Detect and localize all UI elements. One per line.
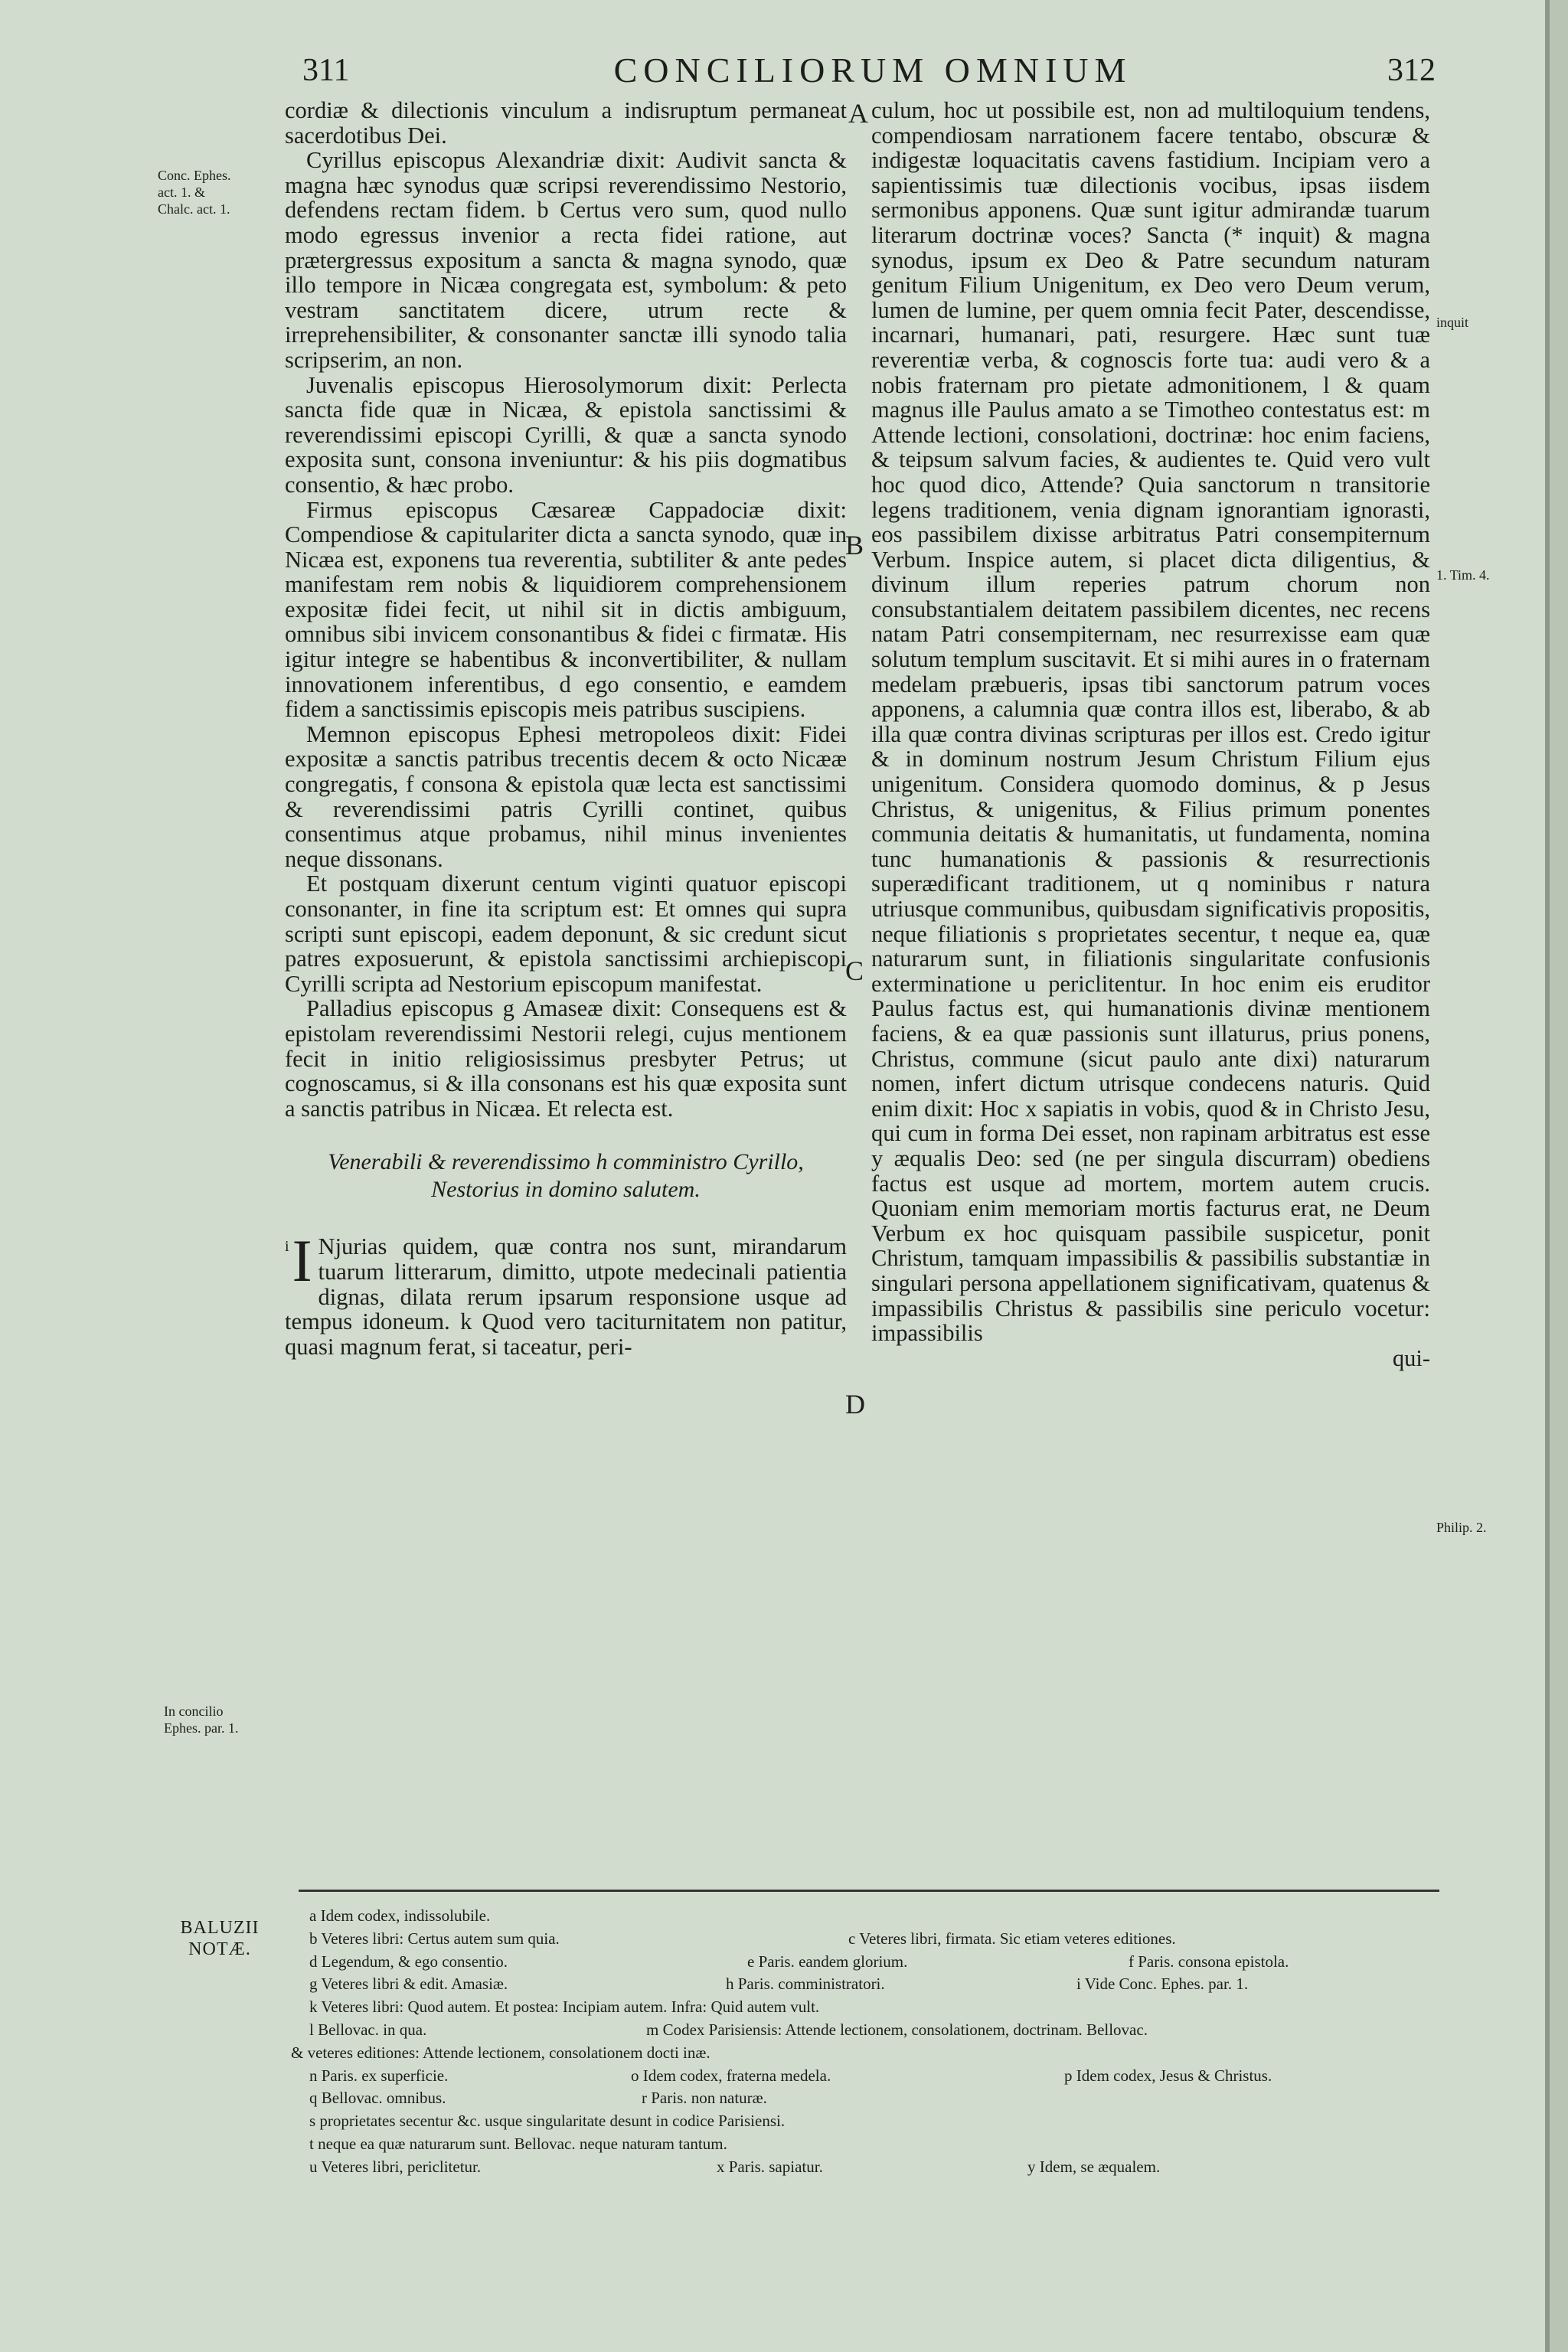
footnotes [291,1905,1452,2179]
footnote-row [303,2065,1452,2088]
footnote-s: s proprietates secentur &c. usque singularitate desunt in codice Parisiensi. [309,2112,786,2131]
section-letter-d: D [845,1389,865,1419]
footnote-row [303,2019,1452,2042]
footnote-mark-i: i [285,1238,289,1256]
left-page-number: 311 [302,53,350,88]
footnote-row [303,1905,1452,1928]
left-text-column [285,98,847,1359]
footnote-i: i Vide Conc. Ephes. par. 1. [1076,1975,1249,1994]
catchword: qui- [1392,1344,1430,1371]
footnote-row [303,2110,1452,2133]
footnote-e: e Paris. eandem glorium. [747,1952,908,1971]
footnote-row [303,1928,1452,1951]
footnote-l: l Bellovac. in qua. [309,2020,427,2039]
drop-cap: I [292,1227,312,1295]
footnote-r: r Paris. non naturæ. [642,2089,767,2108]
footnote-row [303,1973,1452,1996]
margin-note-philippians-ref: Philip. 2. [1436,1520,1487,1535]
footnote-b: b Veteres libri: Certus autem sum quia. [309,1929,560,1948]
footnote-rule [299,1890,1439,1892]
footnote-row [303,2087,1452,2110]
margin-note-council-ephesus: In concilio Ephes. par. 1. [164,1704,239,1736]
footnote-k: k Veteres libri: Quod autem. Et postea: Incipiam autem. Infra: Quid autem vult. [309,1998,820,2017]
section-letter-a: A [848,98,868,129]
footnote-row [303,2133,1452,2156]
footnote-m-continued: & veteres editiones: Attende lectionem, consolationem docti inæ. [291,2043,710,2062]
footnote-u: u Veteres libri, periclitetur. [309,2157,482,2176]
footnote-g: g Veteres libri & edit. Amasiæ. [309,1975,508,1994]
footnote-d: d Legendum, & ego consentio. [309,1952,508,1971]
paragraph-cyrillus: Cyrillus episcopus Alexandriæ dixit: Audivit sancta & magna hæc synodus quæ scripsi reverendissimo Nestorio, defendens rectam fidem. b Certus vero sum, quod nullo modo egressus invenior a recta fidei ratione, aut prætergressus expositum a sancta & magna synodo, quæ illo tempore in Nicæa congregata est, symbolum: & peto vestram sanctitatem dicere, utrum recte & irreprehensibiliter, & consonanter sanctæ illi synodo talia scripserim, an non. [285,147,847,373]
footnote-f: f Paris. consona epistola. [1129,1952,1289,1971]
paragraph-palladius: Palladius episcopus g Amaseæ dixit: Consequens est & epistolam reverendissimi Nestorii relegi, cujus mentionem fecit in initio religiosissimus presbyter Petrus; ut cognoscamus, si & illa consonans est his quæ exposita sunt a sanctis patribus in Nicæa. Et relecta est. [285,995,847,1122]
footnote-o: o Idem codex, fraterna medela. [631,2066,831,2085]
paragraph-juvenalis: Juvenalis episcopus Hierosolymorum dixit: Perlecta sancta fide quæ in Nicæa, & epistola sanctissimi & reverendissimi episcopi Cyrilli, & quæ a sancta synodo exposita sunt, consona inveniuntur: & his piis dogmatibus consentio, & hæc probo. [285,371,847,498]
section-letter-c: C [845,956,864,986]
footnote-q: q Bellovac. omnibus. [309,2089,446,2108]
footnote-p: p Idem codex, Jesus & Christus. [1064,2066,1272,2085]
footnote-x: x Paris. sapiatur. [717,2157,823,2176]
footnote-c: c Veteres libri, firmata. Sic etiam veteres editiones. [848,1929,1176,1948]
margin-note-inquit: inquit [1436,315,1469,330]
margin-note-timothy-ref: 1. Tim. 4. [1436,567,1490,583]
footnote-m: m Codex Parisiensis: Attende lectionem, consolationem, doctrinam. Bellovac. [646,2020,1148,2039]
right-text-column [871,98,1430,1370]
footnote-row [303,1996,1452,2019]
letter-opening-text: Njurias quidem, quæ contra nos sunt, mirandarum tuarum litterarum, dimitto, utpote medecinali patientia dignas, dilata rerum ipsarum responsione usque ad tempus idoneum. k Quod vero taciturnitatem non patitur, quasi magnum ferat, si taceatur, peri- [285,1233,847,1360]
margin-note-council-acts: Conc. Ephes. act. 1. & Chalc. act. 1. [158,168,231,217]
paragraph-memnon: Memnon episcopus Ephesi metropoleos dixit: Fidei expositæ a sanctis patribus trecentis decem & octo Nicææ congregatis, f consona & epistola quæ lecta est sanctissimi & reverendissimi patris Cyrilli continet, quibus consentimus atque probamus, nihil minus invenientes neque dissonans. [285,720,847,872]
letter-opening [285,1227,847,1360]
page-edge-shadow [1545,0,1550,2352]
notes-label: BALUZII NOTÆ. [180,1918,260,1959]
running-title: CONCILIORUM OMNIUM [613,51,1132,90]
paragraph-concordiae: cordiæ & dilectionis vinculum a indisruptum permaneat sacerdotibus Dei. [285,97,847,149]
footnote-a: a Idem codex, indissolubile. [309,1906,491,1925]
footnote-row [303,2156,1452,2179]
footnote-row [291,2042,1452,2065]
paragraph-centum-viginti: Et postquam dixerunt centum viginti quatuor episcopi consonanter, in fine ita scriptum est: Et omnes qui supra scripti sunt episcopi, eadem deponunt, & sic credunt sicut patres exposuerunt, & epistola sanctissimi archiepiscopi Cyrilli scripta ad Nestorium episcopum manifestat. [285,871,847,997]
footnote-h: h Paris. comministratori. [726,1975,885,1994]
paragraph-firmus: Firmus episcopus Cæsareæ Cappadociæ dixit: Compendiose & capitulariter dicta a sancta synodo, quæ in Nicæa est, exponens tua reverentia, subtiliter & ante pedes manifestam rem nobis & liquidiorem comprehensionem expositæ fidei fecit, ut nihil sit in dictis ambiguum, omnibus sibi invicem consonantibus & fidei c firmatæ. His igitur integre se habentibus & inconvertibiliter, & nullam innovationem inferentibus, d ego consentio, e eamdem fidem a sanctissimis episcopis meis patribus suscipiens. [285,496,847,723]
footnote-y: y Idem, se æqualem. [1027,2157,1161,2176]
footnote-n: n Paris. ex superficie. [309,2066,449,2085]
paragraph-letter-continued: culum, hoc ut possibile est, non ad multiloquium tendens, compendiosam narrationem facere tentabo, obscuræ & indigestæ loquacitatis cavens fastidium. Incipiam vero a sapientissimis tuæ dilectionis vocibus, ipsas iisdem sermonibus apponens. Quæ sunt igitur admirandæ tuarum literarum doctrinæ voces? Sancta (* inquit) & magna synodus, ipsum ex Deo & Patre secundum naturam genitum Filium Unigenitum, ex Deo vero Deum verum, lumen de lumine, per quem omnia fecit Pater, descendisse, incarnari, humanari, pati, resurgere. Hæc sunt tuæ reverentiæ verba, & cognoscis forte tua: audi vero & a nobis fraternam pro pietate admonitionem, l & quam magnus ille Paulus amato a se Timotheo contestatus est: m Attende lectioni, consolationi, doctrinæ: hoc enim faciens, & teipsum salvum facies, & audientes te. Quid vero vult hoc quod dico, Attende? Quia sanctorum n transitorie legens traditionem, venia dignam ignorantiam ignorasti, eos passibilem dixisse arbitratus Patri consempiternum Verbum. Inspice autem, si placet dicta diligentius, & divinum illum reperies patrum chorum non consubstantialem deitatem passibilem dicentes, nec recens natam Patri consempiternam, nec resurrexisse eam quæ solutum templum suscitavit. Et si mihi aures in o fraternam medelam præbueris, ipsas tibi sanctorum patrum voces apponens, a calumnia quæ contra illos est, liberabo, & ab illa quæ contra divinas scripturas per illos est. Credo igitur & in dominum nostrum Jesum Christum Filium ejus unigenitum. Considera quomodo dominus, & p Jesus Christus, & unigenitus, & Filius primum ponentes communia deitatis & humanitatis, ut fundamenta, nomina tunc humanationis & passionis & resurrectionis superædificant traditionem, ut q nominibus r natura utriusque communibus, quibusdam significativis propositis, neque filiationis s proprietates secentur, t neque ea, quæ naturarum sunt, in filiationis singularitate confusionis exterminatione u periclitentur. In hoc enim eis eruditor Paulus factus est, qui humanationis divinæ mentionem faciens, & ea quæ passionis sunt illaturus, prius ponens, Christus, commune (sicut paulo ante dixi) naturarum nomen, infert dictum utrisque condecens naturis. Quid enim dixit: Hoc x sapiatis in vobis, quod & in Christo Jesu, qui cum in forma Dei esset, non rapinam arbitratus est esse y æqualis Deo: sed (ne per singula discurram) obediens factus est usque ad mortem, mortem autem crucis. Quoniam enim memoriam mortis facturus erat, ne Deum Verbum ex hoc quisquam passibile suspicetur, ponit Christum, tamquam impassibilis & passibilis substantiæ in singulari persona appellationem significativam, quatenus & impassibilis Christus & passibilis sine periculo vocetur: impassibilis [871,97,1430,1347]
page-edge [1545,0,1568,2352]
section-letter-b: B [845,530,864,560]
footnote-row [303,1951,1452,1974]
footnote-t: t neque ea quæ naturarum sunt. Bellovac. neque naturam tantum. [309,2134,727,2153]
letter-heading: Venerabili & reverendissimo h comministro Cyrillo, Nestorius in domino salutem. [328,1149,804,1203]
right-page-number: 312 [1387,53,1436,88]
